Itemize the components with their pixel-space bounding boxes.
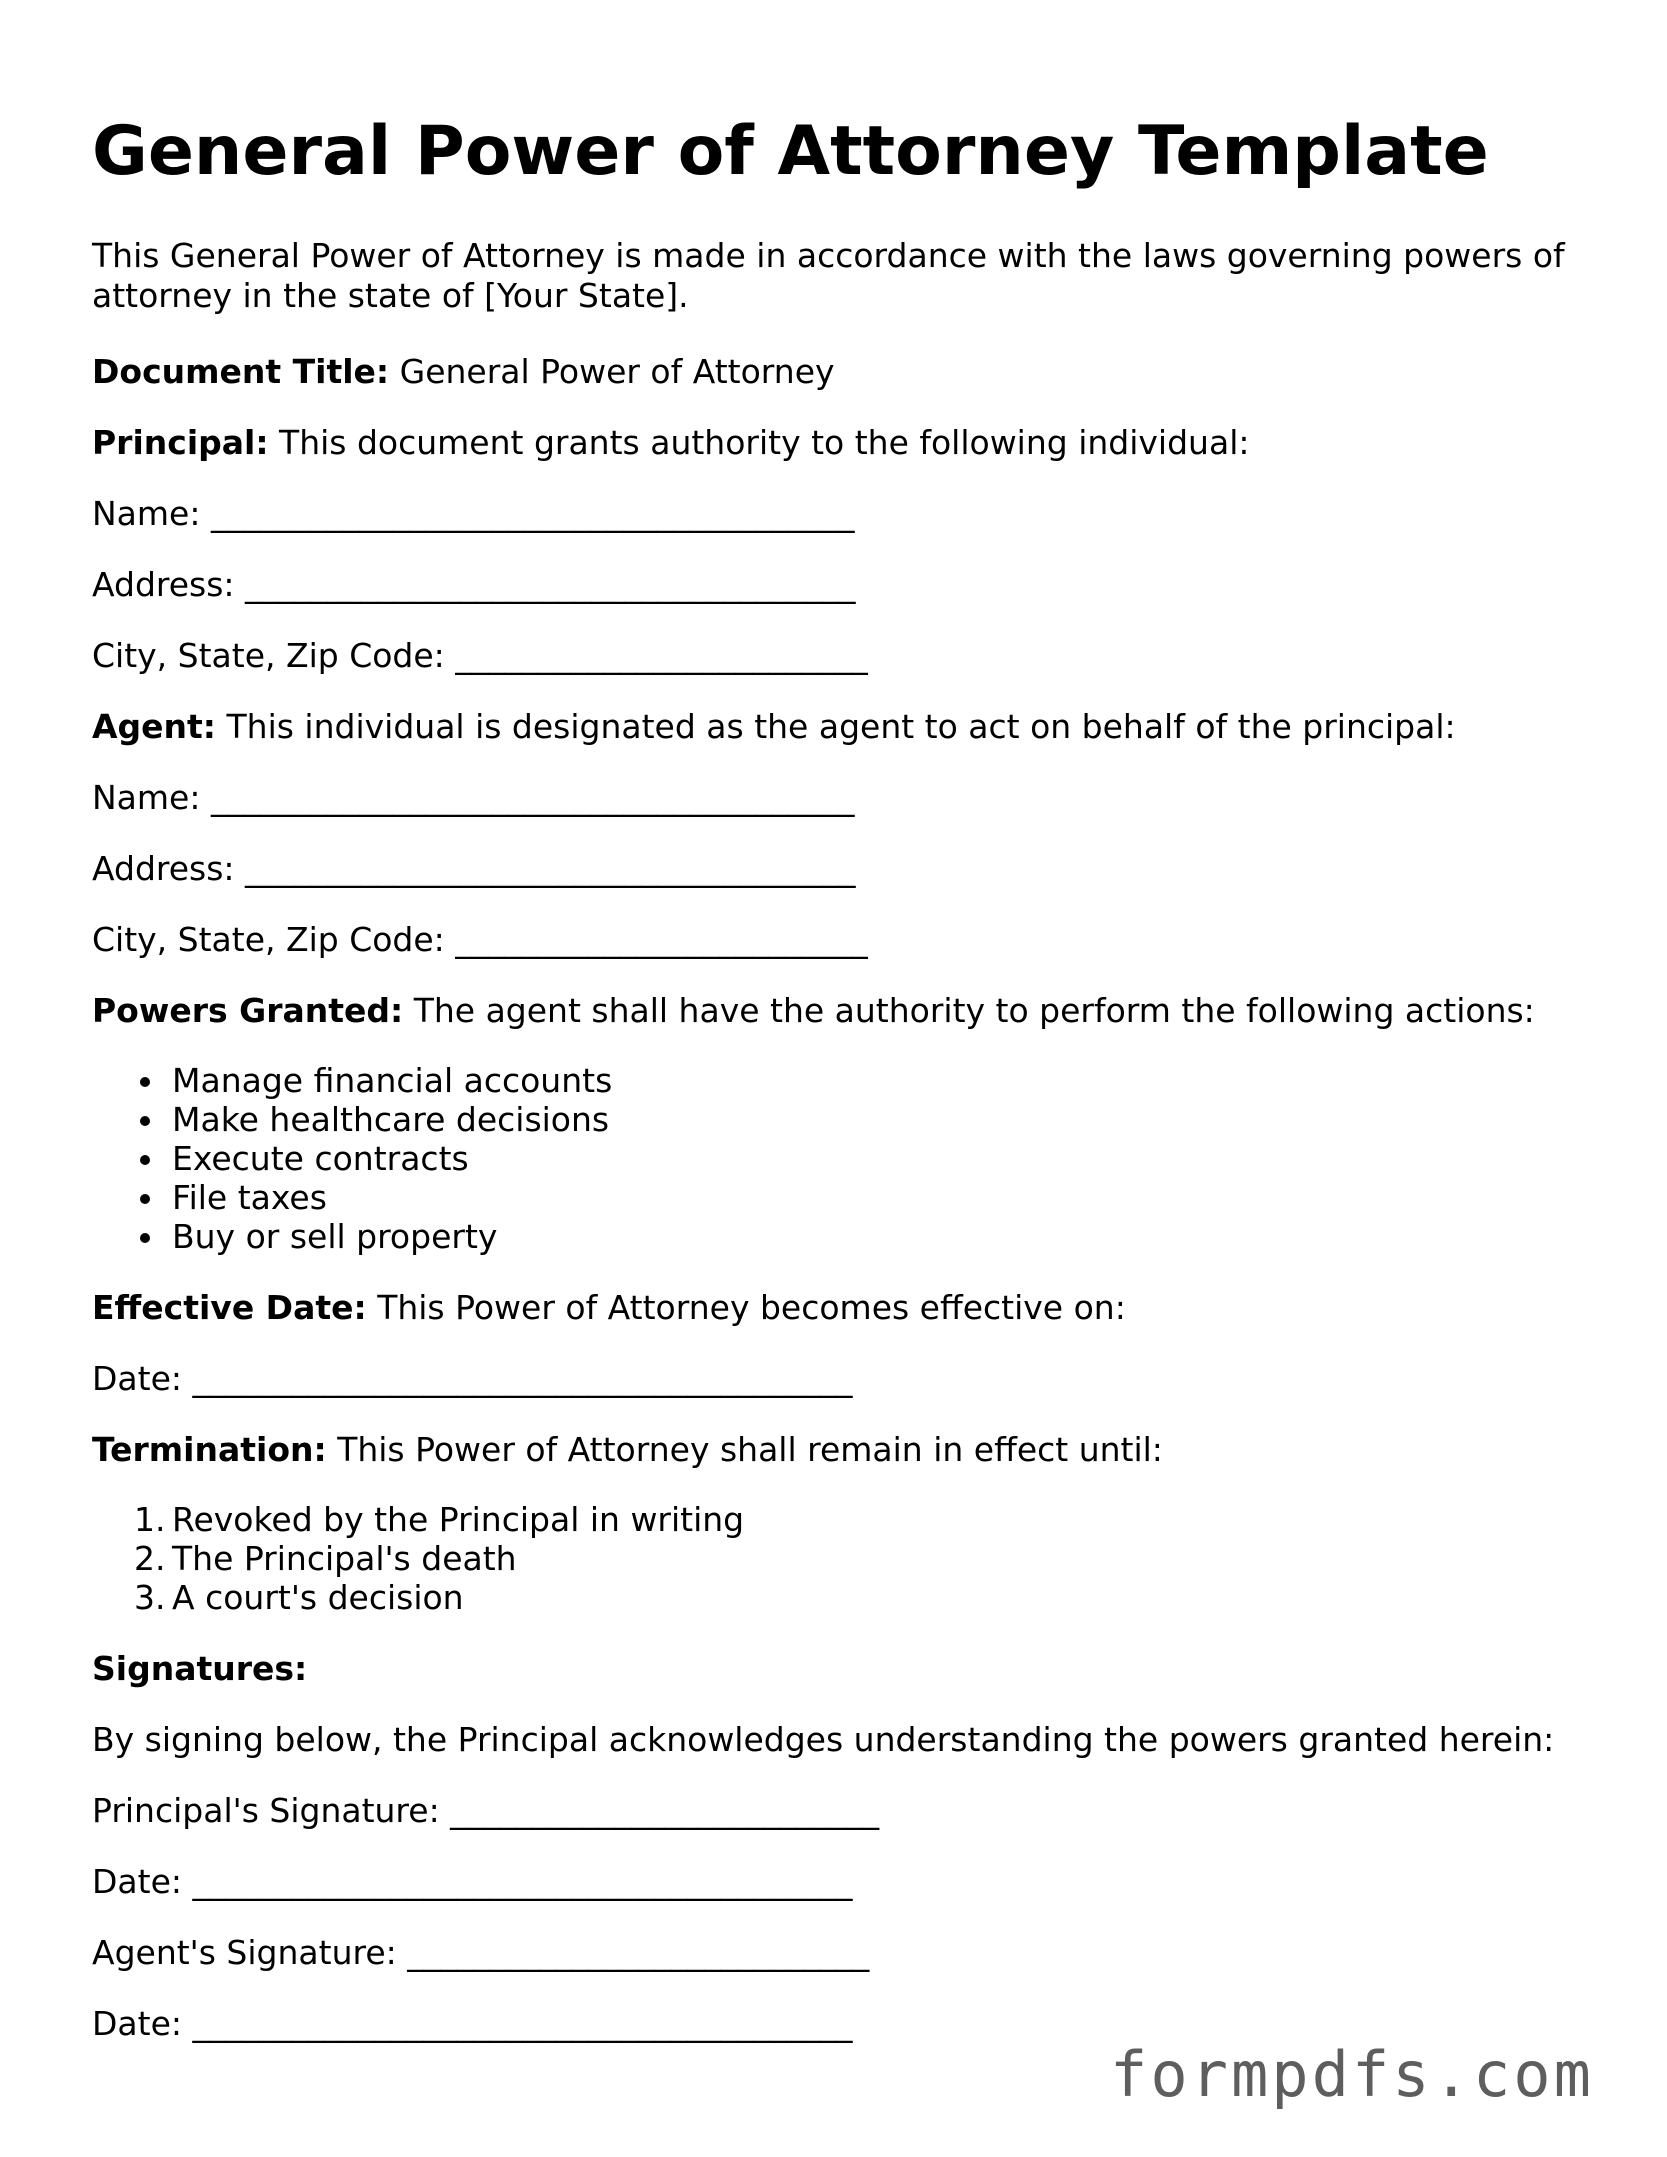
signatures-heading: Signatures:	[92, 1649, 308, 1688]
agent-label: Agent:	[92, 707, 217, 746]
list-text: The Principal's death	[172, 1539, 517, 1578]
termination-list	[92, 1500, 744, 1617]
list-item: Buy or sell property	[92, 1217, 612, 1256]
list-text: A court's decision	[172, 1578, 464, 1617]
document-title-value: General Power of Attorney	[389, 352, 835, 391]
termination-text: This Power of Attorney shall remain in effect until:	[326, 1430, 1163, 1469]
list-number: 2.	[134, 1539, 166, 1578]
agent-heading	[92, 707, 1456, 747]
agent-address-field[interactable]: Address: _____________________________________	[92, 849, 856, 888]
principal-name-field[interactable]: Name: _______________________________________	[92, 494, 855, 533]
principal-heading	[92, 423, 1249, 463]
effective-date-text: This Power of Attorney becomes effective on:	[366, 1288, 1126, 1327]
principal-signature-field[interactable]: Principal's Signature: __________________________	[92, 1791, 880, 1830]
powers-heading	[92, 991, 1535, 1031]
watermark: formpdfs.com	[1110, 2038, 1594, 2111]
document-title-label: Document Title:	[92, 352, 390, 391]
effective-date-label: Effective Date:	[92, 1288, 367, 1327]
termination-heading	[92, 1430, 1163, 1470]
principal-address-field[interactable]: Address: _____________________________________	[92, 565, 856, 604]
principal-label: Principal:	[92, 423, 269, 462]
list-item: Execute contracts	[92, 1139, 612, 1178]
agent-name-field[interactable]: Name: _______________________________________	[92, 778, 855, 817]
agent-city-field[interactable]: City, State, Zip Code: _________________________	[92, 920, 868, 959]
document-title-line	[92, 352, 835, 392]
agent-signature-field[interactable]: Agent's Signature: ____________________________	[92, 1933, 870, 1972]
powers-text: The agent shall have the authority to perform the following actions:	[403, 991, 1535, 1030]
effective-date-field[interactable]: Date: ________________________________________	[92, 1359, 853, 1398]
agent-text: This individual is designated as the agent to act on behalf of the principal:	[216, 707, 1456, 746]
list-item	[92, 1500, 744, 1539]
list-item	[92, 1539, 744, 1578]
intro-paragraph: This General Power of Attorney is made in accordance with the laws governing powers of attorney in the state of [Your State].	[92, 236, 1565, 315]
acknowledgement-text: By signing below, the Principal acknowledges understanding the powers granted herein:	[92, 1720, 1555, 1759]
effective-date-heading	[92, 1288, 1126, 1328]
principal-date-field[interactable]: Date: ________________________________________	[92, 1862, 853, 1901]
page-title: General Power of Attorney Template	[92, 112, 1489, 191]
list-item: Manage financial accounts	[92, 1061, 612, 1100]
list-item	[92, 1578, 744, 1617]
agent-date-field[interactable]: Date: ________________________________________	[92, 2004, 853, 2043]
list-item: Make healthcare decisions	[92, 1100, 612, 1139]
list-number: 3.	[134, 1578, 166, 1617]
powers-label: Powers Granted:	[92, 991, 404, 1030]
list-text: Revoked by the Principal in writing	[172, 1500, 745, 1539]
principal-city-field[interactable]: City, State, Zip Code: _________________________	[92, 636, 868, 675]
powers-list	[92, 1061, 612, 1256]
principal-text: This document grants authority to the following individual:	[268, 423, 1250, 462]
list-number: 1.	[134, 1500, 166, 1539]
termination-label: Termination:	[92, 1430, 327, 1469]
list-item: File taxes	[92, 1178, 612, 1217]
